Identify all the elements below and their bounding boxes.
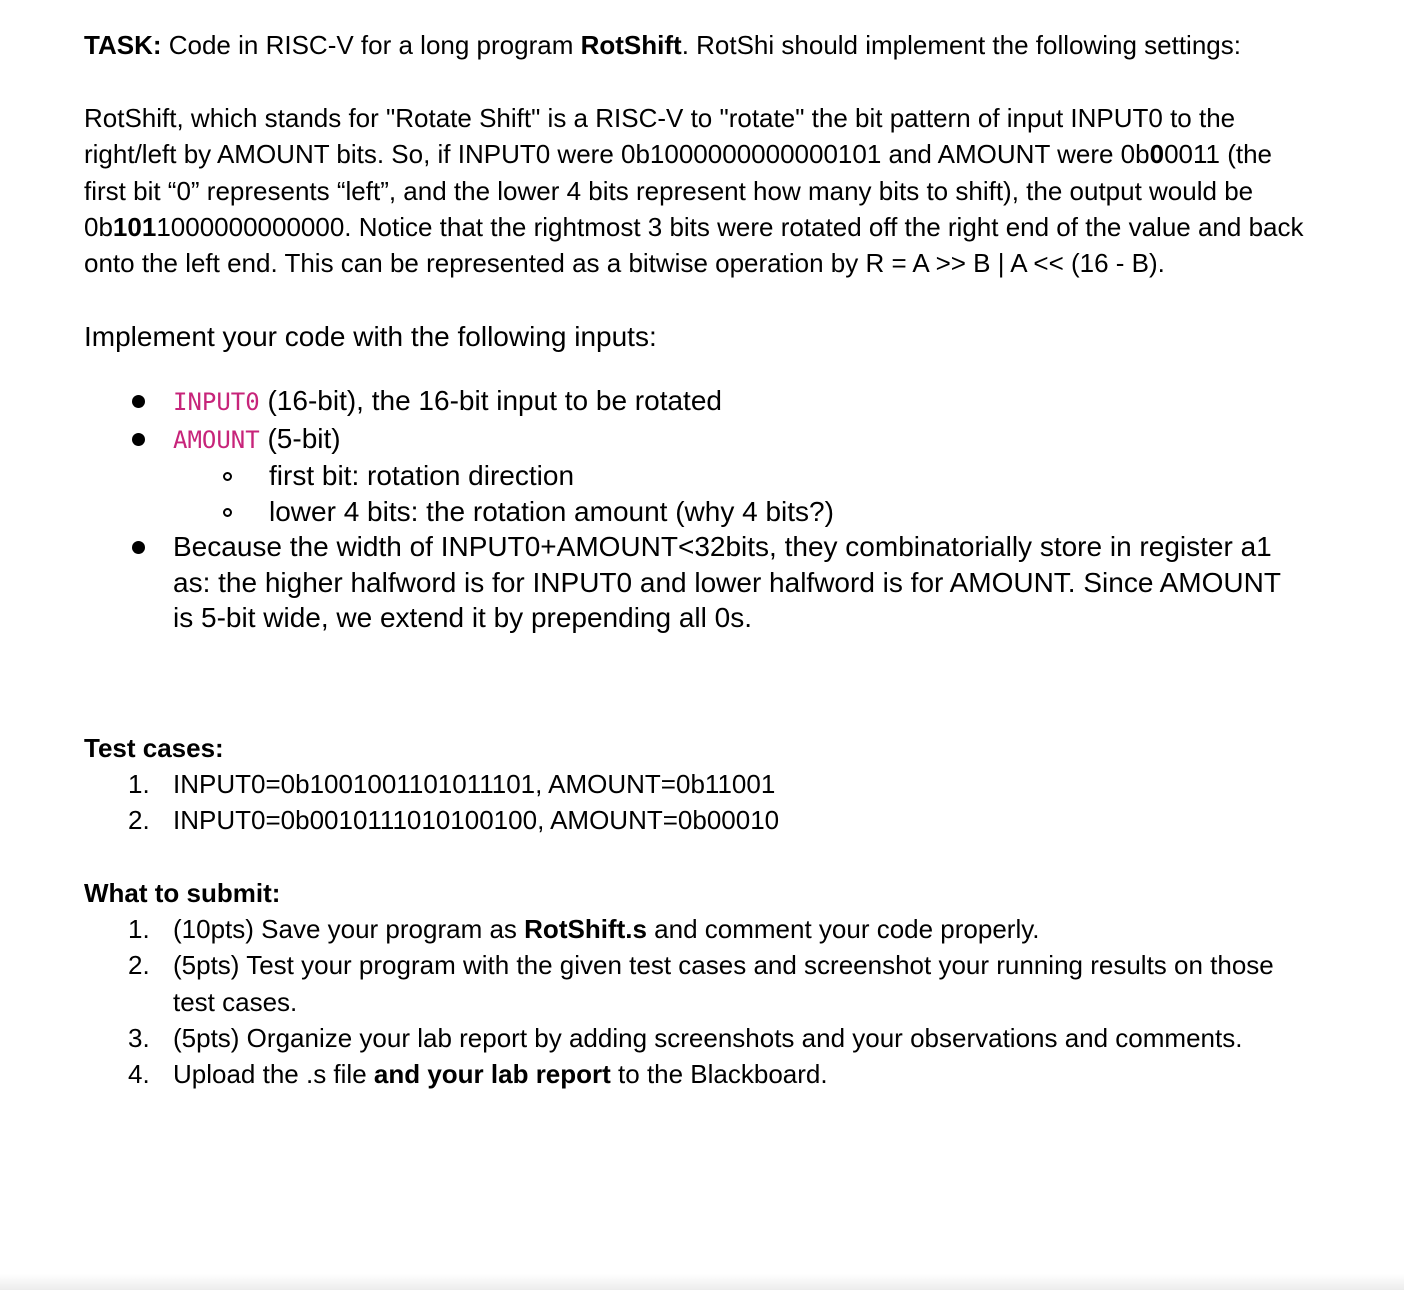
inputs-list — [84, 383, 1304, 636]
submit-1-text-c: and comment your code properly. — [646, 914, 1040, 945]
description-text-2: 0011 (the first bit “0” represents “left”, and the lower 4 bits represent how many bits to shift), the output would be 0b — [84, 139, 1272, 242]
bullet-dot-icon — [132, 541, 145, 554]
list-item — [84, 383, 1304, 421]
task-program-name: RotShift — [580, 30, 682, 60]
list-item — [84, 494, 1304, 530]
task-text-2: . RotShi should implement the following settings: — [681, 30, 1241, 60]
amount-description: (5-bit) — [259, 422, 341, 454]
hollow-bullet-icon — [223, 508, 232, 517]
list-number: 4. — [128, 1058, 150, 1089]
description-bold-2: 101 — [112, 211, 157, 242]
description-text-3: 1000000000000. Notice that the rightmost 3 bits were rotated off the right end of the value and back onto the left end. This can be represented as a bitwise operation by R = A >> B | A << (16 - B). — [84, 211, 1304, 279]
list-item — [84, 1020, 1304, 1056]
submit-4-bold: and your lab report — [373, 1058, 611, 1089]
task-text-1: Code in RISC-V for a long program — [161, 30, 581, 60]
input0-description: (16-bit), the 16-bit input to be rotated — [259, 385, 722, 417]
list-item — [84, 947, 1304, 1019]
list-number: 2. — [128, 950, 150, 981]
list-item — [84, 458, 1304, 494]
bullet-dot-icon — [132, 395, 145, 408]
submit-1-filename: RotShift.s — [524, 914, 647, 945]
submit-3-text: (5pts) Organize your lab report by adding screenshots and your observations and comments. — [173, 1022, 1243, 1053]
amount-sub-1: first bit: rotation direction — [269, 460, 575, 492]
bottom-edge — [0, 1274, 1404, 1290]
submit-list — [84, 911, 1304, 1092]
bullet-dot-icon — [132, 433, 145, 446]
list-number: 1. — [128, 768, 150, 799]
test-case-text: INPUT0=0b1001001101011101, AMOUNT=0b11001 — [173, 768, 776, 799]
list-item — [84, 1056, 1304, 1092]
submit-2-text: (5pts) Test your program with the given test cases and screenshot your running results on those test cases. — [173, 950, 1274, 1017]
task-label: TASK: — [84, 30, 162, 60]
list-item — [84, 766, 1304, 802]
list-item — [84, 911, 1304, 947]
list-item — [84, 529, 1304, 636]
register-description: Because the width of INPUT0+AMOUNT<32bits, they combinatorially store in register a1 as: the higher halfword is for INPUT0 and lower halfword is for AMOUNT. Since AMOUNT is 5-bit wide, we extend it by prepending all 0s. — [173, 531, 1281, 634]
description-paragraph — [84, 100, 1304, 281]
input0-code: INPUT0 — [173, 388, 260, 417]
submit-1-text-a: (10pts) Save your program as — [173, 914, 525, 945]
list-number: 1. — [128, 914, 150, 945]
amount-code: AMOUNT — [173, 425, 260, 454]
submit-heading: What to submit: — [84, 878, 281, 909]
description-bold-1: 0 — [1149, 139, 1165, 170]
amount-sub-2: lower 4 bits: the rotation amount (why 4 bits?) — [269, 495, 834, 527]
list-item — [84, 802, 1304, 838]
test-case-text: INPUT0=0b0010111010100100, AMOUNT=0b00010 — [173, 804, 780, 835]
description-text-1: RotShift, which stands for "Rotate Shift" is a RISC-V to "rotate" the bit pattern of input INPUT0 to the right/left by AMOUNT bits. So, if INPUT0 were 0b1000000000000101 and AMOUNT were 0b — [84, 103, 1236, 170]
implement-heading: Implement your code with the following inputs: — [84, 321, 657, 353]
document-body — [84, 27, 1304, 1092]
task-paragraph — [84, 27, 1304, 63]
test-cases-list — [84, 766, 1304, 838]
list-number: 3. — [128, 1022, 150, 1053]
list-number: 2. — [128, 804, 150, 835]
list-item — [84, 421, 1304, 459]
hollow-bullet-icon — [223, 472, 232, 481]
test-cases-heading: Test cases: — [84, 732, 224, 763]
submit-4-text-a: Upload the .s file — [173, 1058, 374, 1089]
submit-4-text-c: to the Blackboard. — [610, 1058, 828, 1089]
